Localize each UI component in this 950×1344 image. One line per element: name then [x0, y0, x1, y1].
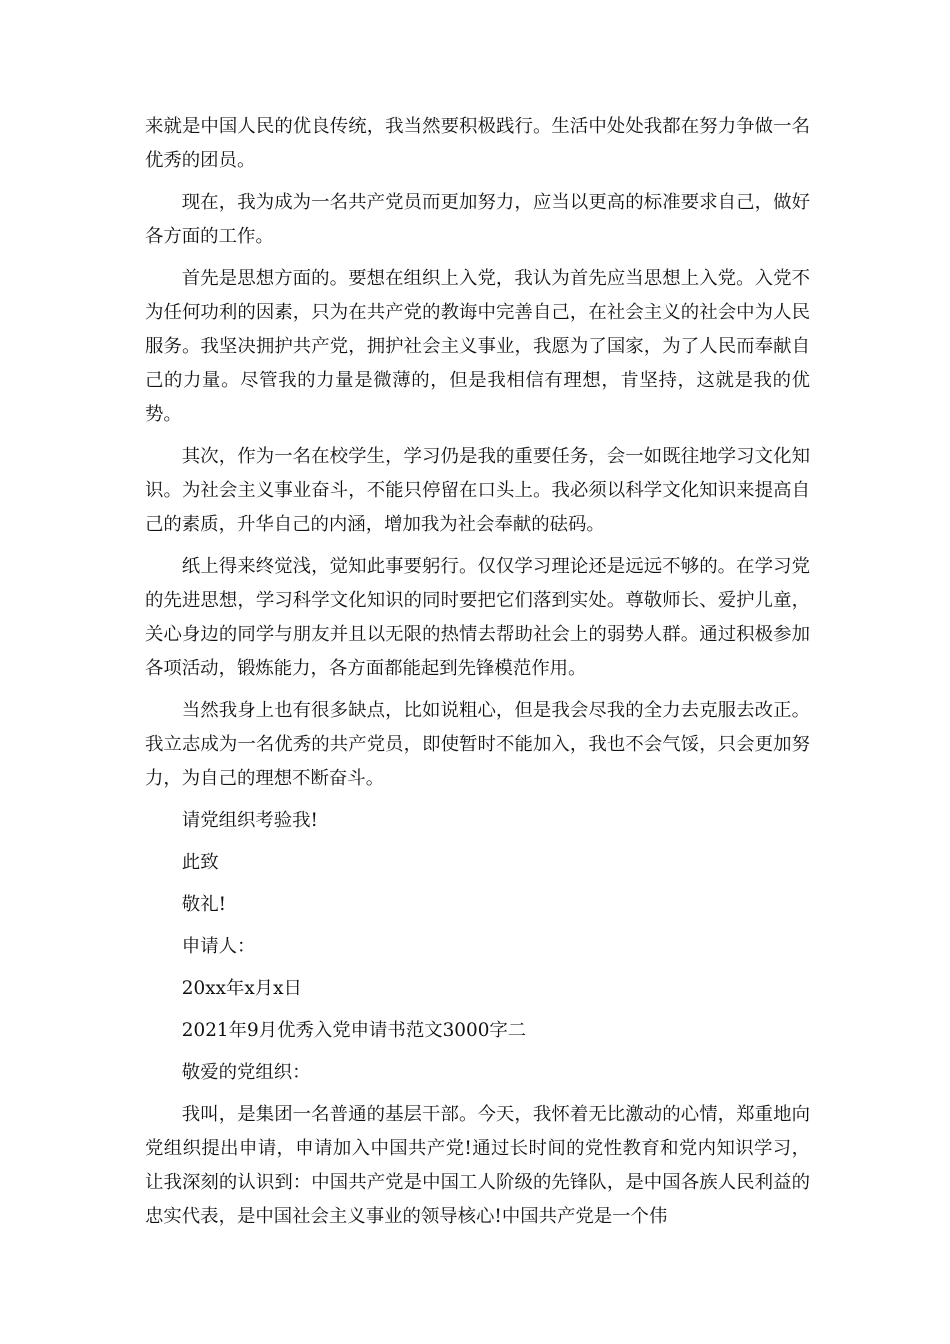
- paragraph: 纸上得来终觉浅，觉知此事要躬行。仅仅学习理论还是远远不够的。在学习党的先进思想，学习科学文化知识的同时要把它们落到实处。尊敬师长、爱护儿童，关心身边的同学与朋友并且以无限的热情去帮助社会上的弱势人群。通过积极参加各项活动，锻炼能力，各方面都能起到先锋模范作用。: [145, 556, 810, 679]
- paragraph-continued: 来就是中国人民的优良传统，我当然要积极践行。生活中处处我都在努力争做一名优秀的团员。: [145, 116, 810, 171]
- salutation-cizhi: 此致: [181, 852, 219, 873]
- salutation-jingli: 敬礼!: [181, 894, 226, 915]
- document-page: [145, 110, 810, 1242]
- paragraph: 现在，我为成为一名共产党员而更加努力，应当以更高的标准要求自己，做好各方面的工作。: [145, 192, 810, 247]
- paragraph: 首先是思想方面的。要想在组织上入党，我认为首先应当思想上入党。入党不为任何功利的因素，只为在共产党的教诲中完善自己，在社会主义的社会中为人民服务。我坚决拥护共产党，拥护社会主义事业，我愿为了国家，为了人民而奉献自己的力量。尽管我的力量是微薄的，但是我相信有理想，肯坚持，这就是我的优势。: [145, 268, 810, 425]
- paragraph: 当然我身上也有很多缺点，比如说粗心，但是我会尽我的全力去克服去改正。我立志成为一名优秀的共产党员，即使暂时不能加入，我也不会气馁，只会更加努力，为自己的理想不断奋斗。: [145, 700, 810, 789]
- closing-request: 请党组织考验我!: [181, 810, 318, 831]
- section-title: 2021年9月优秀入党申请书范文3000字二: [181, 1020, 527, 1041]
- paragraph: 其次，作为一名在校学生，学习仍是我的重要任务，会一如既往地学习文化知识。为社会主义事业奋斗，不能只停留在口头上。我必须以科学文化知识来提高自己的素质，升华自己的内涵，增加我为社会奉献的砝码。: [145, 446, 810, 535]
- paragraph: 我叫，是集团一名普通的基层干部。今天，我怀着无比激动的心情，郑重地向党组织提出申请，申请加入中国共产党!通过长时间的党性教育和党内知识学习，让我深刻的认识到：中国共产党是中国工人阶级的先锋队，是中国各族人民利益的忠实代表，是中国社会主义事业的领导核心!中国共产党是一个伟: [145, 1104, 810, 1227]
- date-line: 20xx年x月x日: [181, 978, 302, 999]
- applicant-label: 申请人：: [181, 936, 256, 957]
- greeting-line: 敬爱的党组织：: [181, 1062, 311, 1083]
